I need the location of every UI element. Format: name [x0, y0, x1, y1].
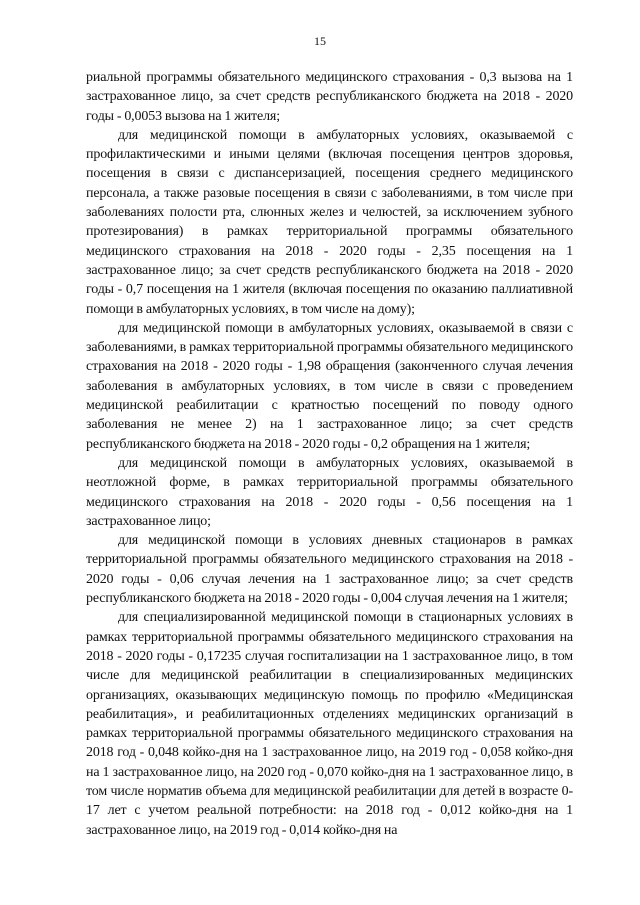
document-body [86, 68, 573, 840]
paragraph-day-hospital: для медицинской помощи в условиях дневных стационаров в рамках территориальной программы обязательного медицинского страхования на 2018 - 2020 годы - 0,06 случая лечения на 1 застрахованное лицо; за счет средств республиканского бюджета на 2018 - 2020 годы - 0,004 случая лечения на 1 жителя; [86, 533, 573, 607]
paragraph-outpatient-urgent: для медицинской помощи в амбулаторных условиях, оказываемой в неотложной форме, в рамках территориальной программы обязательного медицинского страхования на 2018 - 2020 годы - 0,56 посещения на 1 застрахованное лицо; [86, 455, 573, 529]
paragraph-continuation: риальной программы обязательного медицинского страхования - 0,3 вызова на 1 застрахованное лицо, за счет средств республиканского бюджета на 2018 - 2020 годы - 0,0053 вызова на 1 жителя; [86, 70, 573, 124]
paragraph-outpatient-preventive: для медицинской помощи в амбулаторных условиях, оказываемой с профилактическими и иными целями (включая посещения центров здоровья, посещения в связи с диспансеризацией, посещения среднего медицинского персонала, а также разовые посещения в связи с заболеваниями, в том числе при заболеваниях полости рта, слюнных желез и челюстей, за исключением зубного протезирования) в рамках территориальной программы обязательного медицинского страхования на 2018 - 2020 годы - 2,35 посещения на 1 застрахованное лицо; за счет средств республиканского бюджета на 2018 - 2020 годы - 0,7 посещения на 1 жителя (включая посещения по оказанию паллиативной помощи в амбулаторных условиях, в том числе на дому); [86, 127, 573, 317]
page-number: 15 [314, 34, 326, 48]
paragraph-inpatient-specialized: для специализированной медицинской помощи в стационарных условиях в рамках территориальной программы обязательного медицинского страхования на 2018 - 2020 годы - 0,17235 случая госпитализации на 1 застрахованное лицо, в том числе для медицинской реабилитации в специализированных медицинских организациях, оказывающих медицинскую помощь по профилю «Медицинская реабилитация», и реабилитационных отделениях медицинских организаций в рамках территориальной программы обязательного медицинского страхования на 2018 год - 0,048 койко-дня на 1 застрахованное лицо, на 2019 год - 0,058 койко-дня на 1 застрахованное лицо, на 2020 год - 0,070 койко-дня на 1 застрахованное лицо, в том числе норматив объема для медицинской реабилитации для детей в возрасте 0-17 лет с учетом реальной потребности: на 2018 год - 0,012 койко-дня на 1 застрахованное лицо, на 2019 год - 0,014 койко-дня на [86, 610, 573, 838]
paragraph-outpatient-disease: для медицинской помощи в амбулаторных условиях, оказываемой в связи с заболеваниями, в рамках территориальной программы обязательного медицинского страхования на 2018 - 2020 годы - 1,98 обращения (законченного случая лечения заболевания в амбулаторных условиях, в том числе в связи с проведением медицинской реабилитации с кратностью посещений по поводу одного заболевания не менее 2) на 1 застрахованное лицо; за счет средств республиканского бюджета на 2018 - 2020 годы - 0,2 обращения на 1 жителя; [86, 320, 573, 452]
